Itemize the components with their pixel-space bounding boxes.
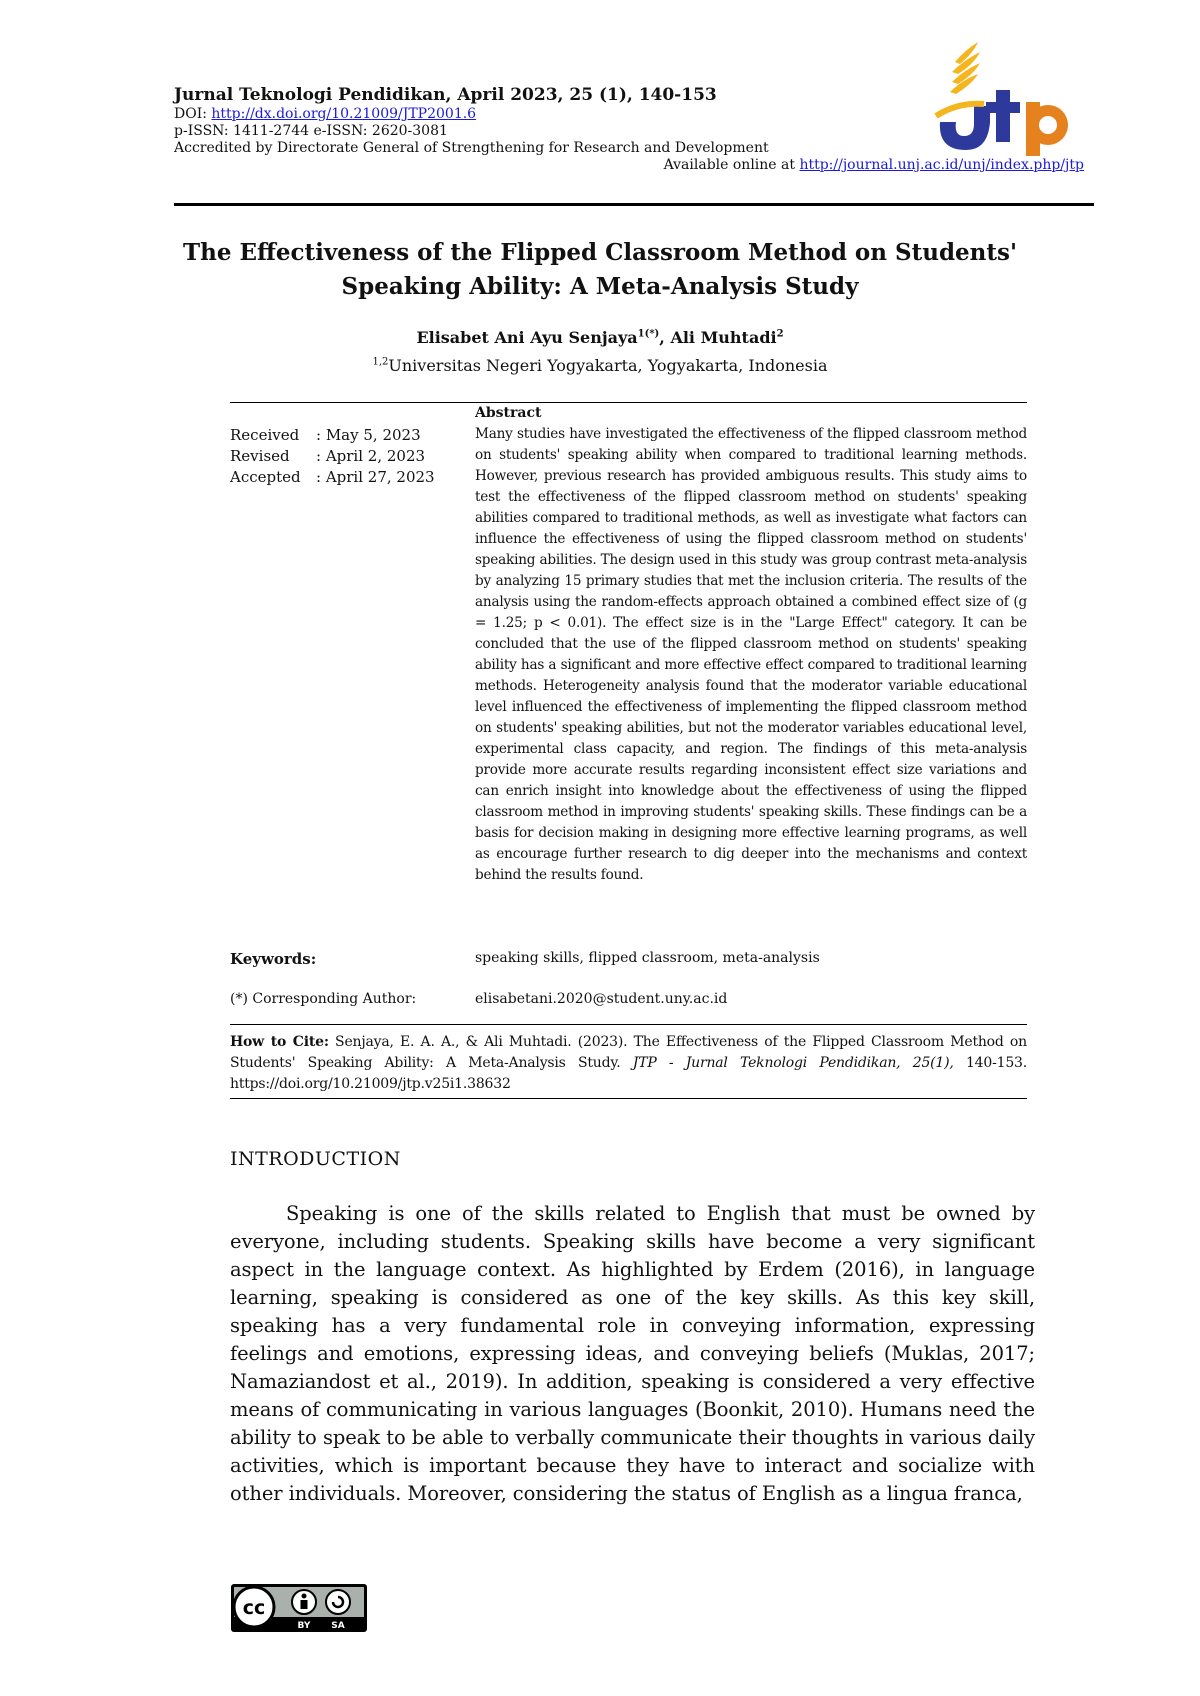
article-title: The Effectiveness of the Flipped Classroom Method on Students' Speaking Ability: A Meta-Analysis Study [183,239,1017,300]
author-list: Elisabet Ani Ayu Senjaya$^{1(*)}$, Ali Muhtadi$^2$ [416,328,784,347]
cc-sa-text: SA [331,1621,345,1631]
jtp-logo [930,32,1080,158]
affiliation: $^{1,2}$Universitas Negeri Yogyakarta, Yogyakarta, Indonesia [372,356,828,375]
issn-line: p-ISSN: 1411-2744 e-ISSN: 2620-3081 [174,123,448,139]
introduction-paragraph: Speaking is one of the skills related to English that must be owned by everyone, including students. Speaking skills have become a very significant aspect in the language context. As highlighted by Erdem (2016), in language learning, speaking is considered as one of the key skills. As this key skill, speaking has a very fundamental role in conveying information, expressing feelings and emotions, expressing ideas, and conveying beliefs (Muklas, 2017; Namaziandost et al., 2019). In addition, speaking is considered a very effective means of communicating in various languages (Boonkit, 2010). Humans need the ability to speak to be able to verbally communicate their thoughts in various daily activities, which is important because they have to interact and socialize with other individuals. Moreover, considering the status of English as a lingua franca, [230,1202,1035,1505]
keywords-value: speaking skills, flipped classroom, meta-analysis [475,950,820,966]
date-revised: Revised : April 2, 2023 [230,447,426,465]
journal-url-link[interactable]: http://journal.unj.ac.id/unj/index.php/jtp [799,157,1084,173]
journal-name: Jurnal Teknologi Pendidikan, April 2023, 25 (1), 140-153 [174,85,717,105]
available-online-line: Available online at http://journal.unj.ac.id/unj/index.php/jtp [663,157,1084,173]
cc-by-text: BY [297,1621,311,1631]
cite-bottom-rule [230,1098,1027,1099]
doi-link[interactable]: http://dx.doi.org/10.21009/JTP2001.6 [211,106,477,122]
article-dates [230,425,435,488]
date-received: Received : May 5, 2023 [230,426,421,444]
introduction-heading: INTRODUCTION [230,1148,401,1170]
corresponding-author-email: elisabetani.2020@student.uny.ac.id [475,991,728,1007]
doi-line: DOI: http://dx.doi.org/10.21009/JTP2001.6 [174,106,477,122]
corresponding-author-label: (*) Corresponding Author: [230,991,417,1007]
date-accepted: Accepted : April 27, 2023 [230,468,435,486]
author-1: Elisabet Ani Ayu Senjaya [416,328,638,347]
how-to-cite: How to Cite: Senjaya, E. A. A., & Ali Muhtadi. (2023). The Effectiveness of the Flipped Classroom Method on Students' Speaking Ability: A Meta-Analysis Study. JTP - Jurnal Teknologi Pendidikan, 25(1), 140-153. https://doi.org/10.21009/jtp.v25i1.38632 [230,1034,1027,1092]
abstract-text: Many studies have investigated the effectiveness of the flipped classroom method on students' speaking ability when compared to traditional learning methods. However, previous research has provided ambiguous results. This study aims to test the effectiveness of the flipped classroom method on students' speaking abilities compared to traditional methods, as well as investigate what factors can influence the effectiveness of using the flipped classroom method on students' speaking abilities. The design used in this study was group contrast meta-analysis by analyzing 15 primary studies that met the inclusion criteria. The results of the analysis using the random-effects approach obtained a combined effect size of (g = 1.25; p < 0.01). The effect size is in the "Large Effect" category. It can be concluded that the use of the flipped classroom method on students' speaking ability has a significant and more effective effect compared to traditional learning methods. Heterogeneity analysis found that the moderator variable educational level influenced the effectiveness of implementing the flipped classroom method on students' speaking abilities, but not the moderator variables educational level, experimental class capacity, and region. The findings of this meta-analysis provide more accurate results regarding inconsistent effect size variations and can enrich insight into knowledge about the effectiveness of using the flipped classroom method in improving students' speaking skills. These findings can be a basis for decision making in designing more effective learning programs, as well as encourage further research to dig deeper into the mechanisms and context behind the results found. [475,426,1027,883]
accreditation-line: Accredited by Directorate General of Strengthening for Research and Development [174,140,769,156]
abstract-heading: Abstract [475,405,542,421]
author-2: Ali Muhtadi [670,328,777,347]
keywords-label: Keywords: [230,950,317,968]
cc-symbol-text: cc [242,1597,266,1619]
cite-top-rule [230,1024,1027,1025]
cc-by-sa-license-icon [230,1583,368,1633]
header-rule [174,203,1094,206]
abstract-top-rule [230,402,1027,403]
